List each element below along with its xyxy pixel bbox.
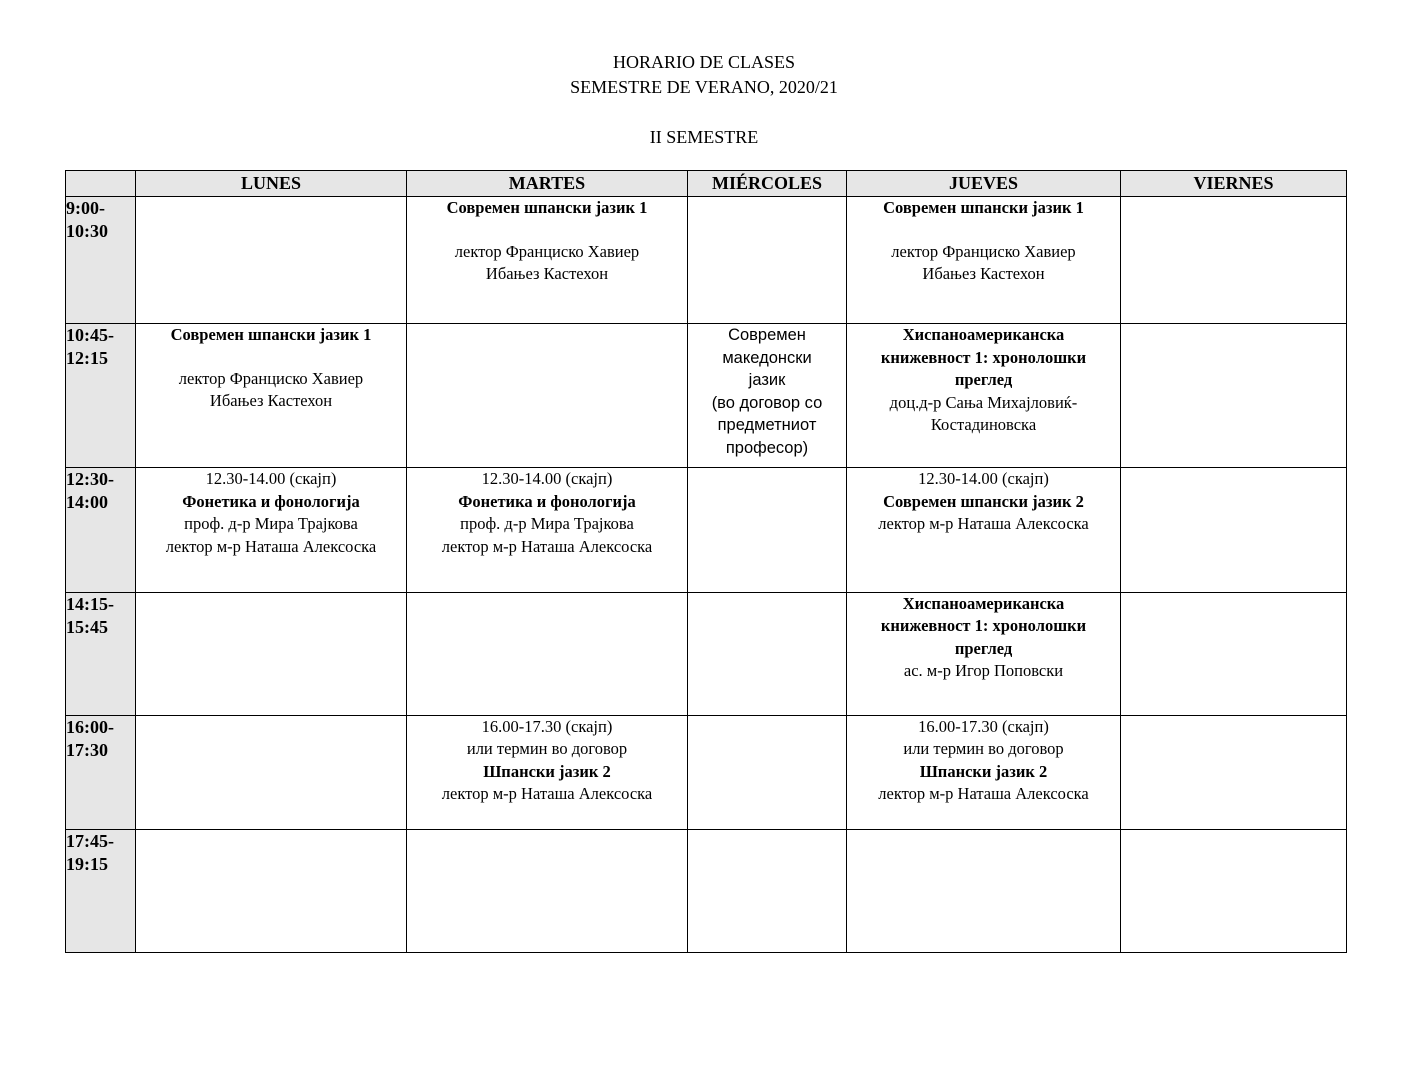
- class-cell: [847, 592, 1121, 715]
- slot-cell: [1121, 829, 1347, 952]
- teacher-name: лектор м-р Наташа Алексоска: [441, 536, 653, 556]
- slot-cell: [407, 324, 688, 468]
- teacher-name: доц.д-р Сања Михајловиќ-: [889, 392, 1078, 412]
- time-slot: 9:00-10:30: [66, 197, 136, 324]
- slot-cell: [847, 829, 1121, 952]
- time-slot: 17:45-19:15: [66, 829, 136, 952]
- corner-cell: [66, 171, 136, 197]
- slot-cell: [688, 829, 847, 952]
- class-cell: [407, 197, 688, 324]
- course-name: преглед: [954, 370, 1013, 390]
- slot-cell: [688, 197, 847, 324]
- teacher-name: лектор м-р Наташа Алексоска: [165, 536, 377, 556]
- class-time: 16.00-17.30 (скајп): [918, 716, 1049, 736]
- class-time: 16.00-17.30 (скајп): [481, 716, 613, 736]
- time-slot: 16:00-17:30: [66, 715, 136, 829]
- schedule-table: [65, 170, 1347, 953]
- course-name: Современ шпански јазик 2: [883, 491, 1084, 511]
- class-note: или термин во договор: [903, 739, 1064, 759]
- class-time: 12.30-14.00 (скајп): [481, 469, 613, 489]
- slot-cell: [1121, 468, 1347, 592]
- class-cell: [688, 324, 847, 468]
- day-header-lunes: LUNES: [136, 171, 407, 197]
- day-header-miercoles: MIÉRCOLES: [688, 171, 847, 197]
- course-name: Фонетика и фонологија: [182, 491, 360, 511]
- slot-cell: [136, 197, 407, 324]
- day-header-viernes: VIERNES: [1121, 171, 1347, 197]
- class-cell: [847, 197, 1121, 324]
- teacher-name: Ибањез Кастехон: [209, 391, 333, 411]
- teacher-name: лектор Франциско Хавиер: [178, 368, 364, 388]
- time-slot: 14:15-15:45: [66, 592, 136, 715]
- class-cell: [847, 324, 1121, 468]
- class-cell: [136, 468, 407, 592]
- course-name: Хиспаноамериканска: [902, 593, 1065, 613]
- day-header-martes: MARTES: [407, 171, 688, 197]
- slot-cell: [136, 715, 407, 829]
- day-header-jueves: JUEVES: [847, 171, 1121, 197]
- slot-cell: [688, 468, 847, 592]
- class-time: 12.30-14.00 (скајп): [918, 469, 1049, 489]
- slot-cell: [136, 592, 407, 715]
- slot-cell: [136, 829, 407, 952]
- course-name: Хиспаноамериканска: [902, 325, 1065, 345]
- slot-cell: [407, 592, 688, 715]
- document-subtitle: II SEMESTRE: [649, 127, 759, 147]
- document-title: HORARIO DE CLASES: [612, 52, 795, 72]
- course-name: македонски: [722, 348, 812, 367]
- class-cell: [407, 715, 688, 829]
- teacher-name: проф. д-р Мира Трајкова: [184, 514, 358, 534]
- time-slot: 12:30-14:00: [66, 468, 136, 592]
- teacher-name: проф. д-р Мира Трајкова: [460, 514, 634, 534]
- class-note: (во договор со: [711, 393, 823, 412]
- class-cell: [847, 715, 1121, 829]
- slot-cell: [688, 715, 847, 829]
- class-time: 12.30-14.00 (скајп): [205, 469, 337, 489]
- teacher-name: Ибањез Кастехон: [485, 264, 609, 284]
- class-note: или термин во договор: [466, 739, 628, 759]
- slot-cell: [1121, 592, 1347, 715]
- slot-cell: [688, 592, 847, 715]
- class-note: професор): [725, 438, 809, 457]
- teacher-name: лектор Франциско Хавиер: [454, 241, 640, 261]
- teacher-name: лектор м-р Наташа Алексоска: [878, 514, 1089, 534]
- course-name: Фонетика и фонологија: [458, 491, 636, 511]
- teacher-name: лектор м-р Наташа Алексоска: [878, 784, 1089, 804]
- slot-cell: [1121, 715, 1347, 829]
- course-name: јазик: [748, 371, 786, 390]
- slot-cell: [1121, 197, 1347, 324]
- teacher-name: ас. м-р Игор Поповски: [903, 661, 1064, 681]
- course-name: Современ шпански јазик 1: [170, 325, 372, 345]
- course-name: Шпански јазик 2: [919, 761, 1048, 781]
- teacher-name: лектор Франциско Хавиер: [891, 241, 1076, 261]
- document-title-semester: SEMESTRE DE VERANO, 2020/21: [570, 77, 838, 97]
- course-name: Современ: [728, 326, 806, 345]
- time-slot: 10:45-12:15: [66, 324, 136, 468]
- course-name: преглед: [954, 638, 1013, 658]
- slot-cell: [407, 829, 688, 952]
- teacher-name: Костадиновска: [930, 415, 1037, 435]
- course-name: Современ шпански јазик 1: [883, 198, 1084, 218]
- course-name: Современ шпански јазик 1: [446, 198, 648, 218]
- class-cell: [136, 324, 407, 468]
- class-cell: [407, 468, 688, 592]
- class-note: предметниот: [717, 416, 817, 435]
- slot-cell: [1121, 324, 1347, 468]
- teacher-name: лектор м-р Наташа Алексоска: [441, 784, 653, 804]
- teacher-name: Ибањез Кастехон: [922, 264, 1045, 284]
- class-cell: [847, 468, 1121, 592]
- course-name: Шпански јазик 2: [483, 761, 611, 781]
- course-name: книжевност 1: хронолошки: [880, 616, 1087, 636]
- course-name: книжевност 1: хронолошки: [880, 347, 1087, 367]
